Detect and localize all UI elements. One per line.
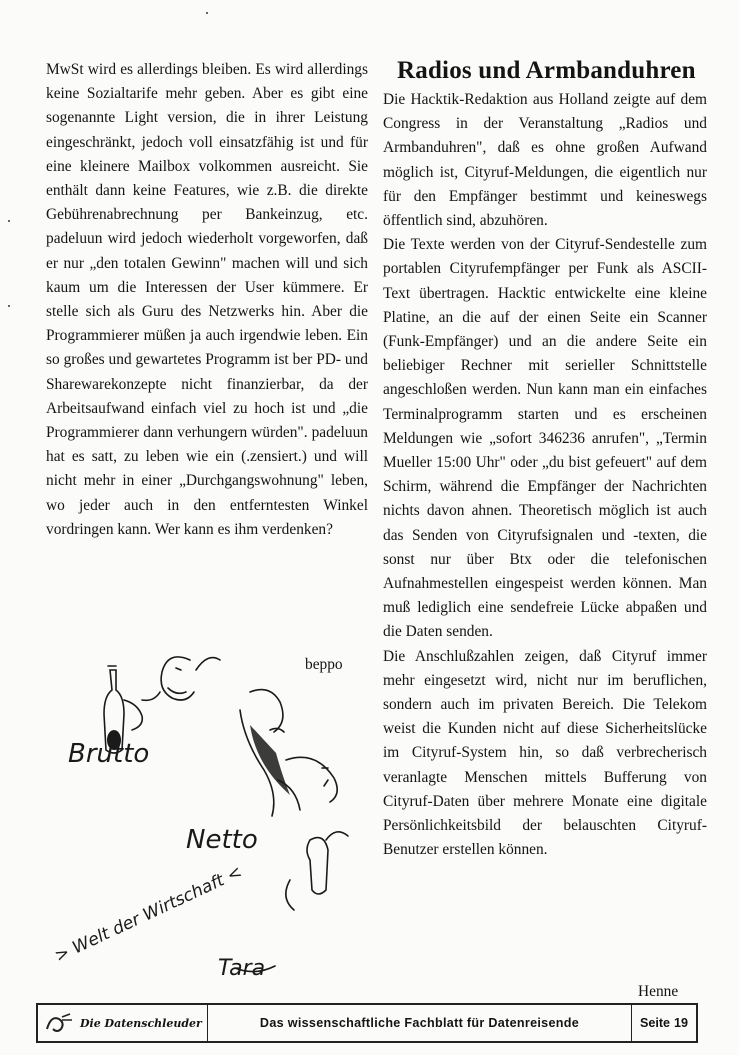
left-column xyxy=(46,58,368,542)
left-author: beppo xyxy=(305,656,343,673)
right-paragraph-1: Die Hacktik-Redaktion aus Holland zeigte auf dem Congress in der Veranstaltung „Radios und Armbanduhren", daß es ohne großen Aufwand möglich ist, Cityruf-Meldungen, die eigentlich nur für den Empfänger bestimmt und keineswegs öffentlich sind, abzuhören. xyxy=(383,91,707,230)
label-welt: > Welt der Wirtschaft < xyxy=(51,862,246,967)
footer-page xyxy=(632,1005,696,1041)
scan-speck xyxy=(8,220,10,222)
right-column xyxy=(383,56,707,863)
footer-page-number: 19 xyxy=(674,1016,689,1030)
left-paragraph: MwSt wird es allerdings bleiben. Es wird allerdings keine Sozialtarife mehr geben. Aber es gibt eine sogenannte Light version, die in ihrer Leistung eingeschränkt, jedoch voll einsatzfähig ist und für eine kleinere Mailbox volkommen ausreicht. Sie enthält dann keine Features, wie z.B. die direkte Gebührenabrechnung per Bankeinzug, etc. padeluun wird jedoch wiederholt vorgeworfen, daß er nur „den totalen Gewinn" machen will und sich kaum um die Interessen der User kümmere. Er stelle sich als Guru des Netzwerks hin. Aber die Programmierer müßen ja auch irgendwie leben. Ein so großes und gewartetes Programm ist ber PD- und Sharewarekonzepte nicht finanzierbar, da der Arbeitsaufwand einfach viel zu hoch ist und „die Programmierer dann verhungern würden". padeluun hat es satt, zu leben wie ein (.zensiert.) und will nicht mehr in einer „Durchgangswohnung" leben, wo jeder auch in den entferntesten Winkel vordringen kann. Wer kann es ihm verdenken? xyxy=(46,61,368,538)
label-tara: Tara xyxy=(218,956,266,981)
right-paragraph-3: Die Anschlußzahlen zeigen, daß Cityruf immer mehr eingesetzt wird, nicht nur im beruflichen, sondern auch im privaten Bereich. Die Telekom weist die Kunden nicht auf diese Sicherheitslücke im Cityruf-System hin, so daß verbrecherisch veranlagte Menschen mittels Bufferung von Cityruf-Daten über mehrere Monate eine digitale Persönlichkeitsbild der belauschten Cityruf-Benutzer erstellen können. xyxy=(383,647,707,859)
footer-tagline: Das wissenschaftliche Fachblatt für Datenreisende xyxy=(208,1005,632,1041)
right-author: Henne xyxy=(638,983,679,1000)
footer-logo xyxy=(38,1005,208,1041)
footer-logo-text: Die Datenschleuder xyxy=(80,1016,202,1030)
page-footer xyxy=(36,1003,698,1043)
scan-speck xyxy=(8,305,10,307)
label-brutto: Brutto xyxy=(68,739,150,769)
label-netto: Netto xyxy=(186,825,258,855)
article-heading: Radios und Armbanduhren xyxy=(397,57,696,84)
right-paragraph-2: Die Texte werden von der Cityruf-Sendestelle zum portablen Cityrufempfänger per Funk als ASCII-Text übertragen. Hacktic entwickelte eine kleine Platine, an die auf der einen Seite ein Scanner (Funk-Empfänger) und an die andere Seite ein beliebiger Rechner mit serieller Schnittstelle angeschloßen werden. Nun kann man ein einfaches Terminalprogramm starten und es erscheinen Meldungen wie „sofort 346236 anrufen", „Termin Mueller 15:00 Uhr" oder „du bist gefeuert" auf dem Schirm, während die Empfänger der Nachrichten nichts davon ahnen. Theoretisch möglich ist auch das Senden von Cityrufsignalen und -texten, die sonst nur über Btx oder die telefonischen Aufnahmestellen eingespeist werden können. Man muß lediglich eine sendefreie Lücke abpaßen und die Daten senden. xyxy=(383,236,707,641)
scan-speck xyxy=(206,12,208,14)
cartoon-illustration xyxy=(40,630,370,990)
footer-page-label: Seite xyxy=(639,1016,671,1030)
sling-icon xyxy=(44,1011,76,1035)
